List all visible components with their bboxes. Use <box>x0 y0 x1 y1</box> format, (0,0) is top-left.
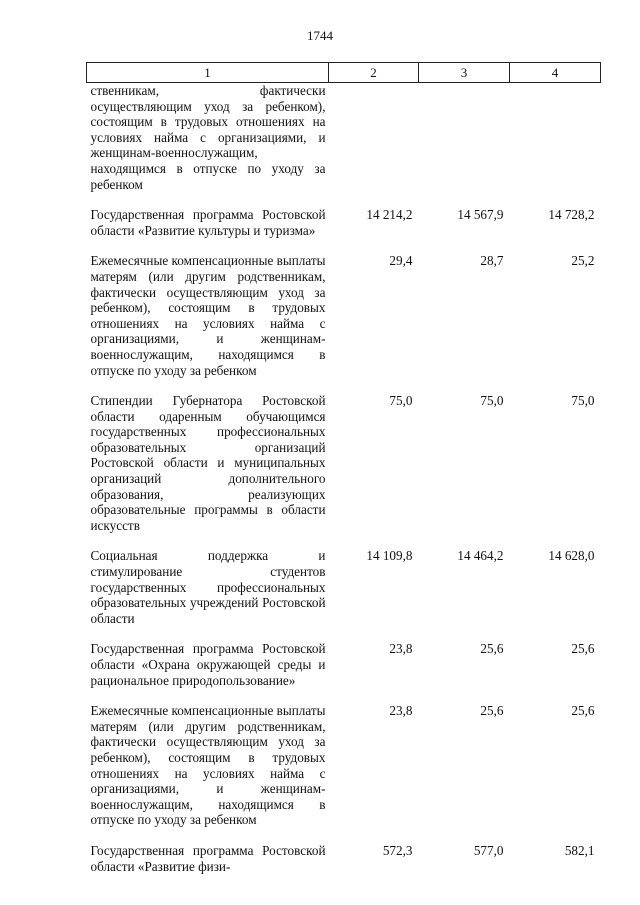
row-value-col4: 25,6 <box>571 641 595 657</box>
page-number: 1744 <box>307 28 333 43</box>
row-value-col2: 75,0 <box>389 393 413 409</box>
row-value-col4: 14 628,0 <box>548 548 595 564</box>
column-header-4: 4 <box>510 63 601 83</box>
row-value-col3: 25,6 <box>480 703 504 719</box>
table-row <box>87 638 601 700</box>
row-value-col2: 14 109,8 <box>366 548 413 564</box>
table-row <box>87 390 601 545</box>
row-value-col3: 14 567,9 <box>457 207 504 223</box>
table-header-row <box>87 63 601 83</box>
column-header-2: 2 <box>329 63 419 83</box>
table-row <box>87 700 601 840</box>
row-value-col2: 23,8 <box>389 641 413 657</box>
row-label: Стипендии Губернатора Ростовской области одаренным обучающимся государственных профессиональных образовательных организаций Ростовской области и муниципальных организаций дополнительного образования, реализующих образовательные программы в области искусств <box>90 393 326 533</box>
row-value-col4: 582,1 <box>564 842 595 858</box>
row-value-col3: 75,0 <box>480 393 504 409</box>
budget-table <box>86 62 601 886</box>
row-value-col4: 14 728,2 <box>548 207 595 223</box>
table-row <box>87 83 601 205</box>
table-row <box>87 204 601 250</box>
row-value-col3: 25,6 <box>480 641 504 657</box>
row-value-col4: 25,2 <box>571 253 595 269</box>
table-row <box>87 545 601 638</box>
row-value-col4: 25,6 <box>571 703 595 719</box>
row-label: Социальная поддержка и стимулирование студентов государственных профессиональных образовательных учреждений Ростовской области <box>90 548 326 626</box>
row-value-col4 <box>510 83 601 205</box>
row-value-col3: 28,7 <box>480 253 504 269</box>
row-value-col2: 29,4 <box>389 253 413 269</box>
table-row <box>87 840 601 886</box>
row-value-col3: 14 464,2 <box>457 548 504 564</box>
row-label: Ежемесячные компенсационные выплаты матерям (или другим родственникам, фактически осуществляющим уход за ребенком), состоящим в трудовых отношениях на условиях найма с организациями, и женщинам-военнослужащим, находящимся в отпуске по уходу за ребенком <box>90 703 326 828</box>
row-value-col2: 572,3 <box>382 842 413 858</box>
row-value-col2 <box>329 83 419 205</box>
row-label: Государственная программа Ростовской области «Развитие культуры и туризма» <box>90 207 326 238</box>
row-value-col2: 14 214,2 <box>366 207 413 223</box>
column-header-3: 3 <box>419 63 510 83</box>
row-value-col4: 75,0 <box>571 393 595 409</box>
row-label: Ежемесячные компенсационные выплаты матерям (или другим родственникам, фактически осуществляющим уход за ребенком), состоящим в трудовых отношениях на условиях найма с организациями, и женщинам-военнослужащим, находящимся в отпуске по уходу за ребенком <box>90 253 326 378</box>
row-label: Государственная программа Ростовской области «Охрана окружающей среды и рациональное природопользование» <box>90 641 326 688</box>
table-row <box>87 250 601 390</box>
row-label: ственникам, фактически осуществляющим уход за ребенком), состоящим в трудовых отношениях на условиях найма с организациями, и женщинам-военнослужащим, находящимся в отпуске по уходу за ребенком <box>90 83 326 192</box>
column-header-1: 1 <box>87 63 329 83</box>
row-label: Государственная программа Ростовской области «Развитие физи- <box>90 842 326 874</box>
row-value-col3: 577,0 <box>473 842 504 858</box>
row-value-col2: 23,8 <box>389 703 413 719</box>
row-value-col3 <box>419 83 510 205</box>
